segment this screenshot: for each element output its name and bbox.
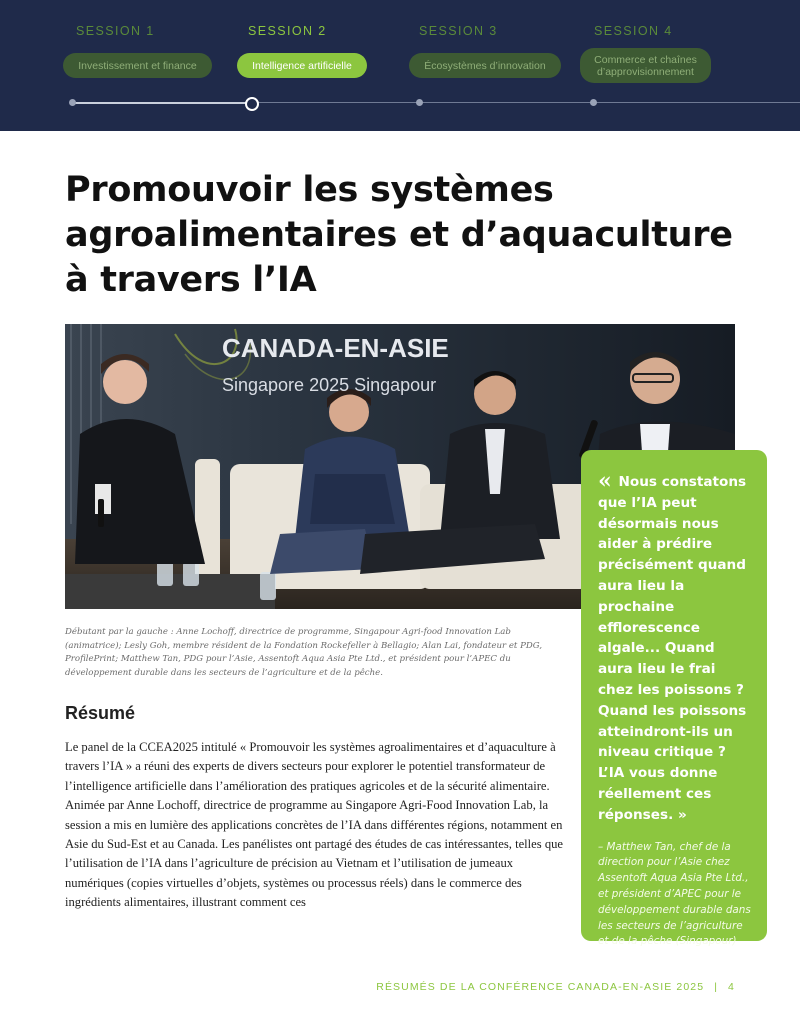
session-1-label: SESSION 1: [76, 24, 155, 38]
photo-caption: Débutant par la gauche : Anne Lochoff, directrice de programme, Singapour Agri-food Innovation Lab (animatrice); Lesly Goh, membre résident de la Fondation Rockefeller à Bellagio; Alan Lai, fondateur et PDG, ProfilePrint; Matthew Tan, PDG pour l’Asie, Assentoft Aqua Asia Pte Ltd., et président pour l’APEC du développement durable dans les secteurs de l’agriculture et de la pêche.: [65, 627, 543, 678]
quote-mark-icon: «: [598, 468, 612, 494]
footer-separator: |: [714, 981, 719, 993]
backdrop-subtitle: Singapore 2025 Singapour: [222, 375, 437, 395]
page-number: 4: [728, 981, 735, 993]
session-2-pill[interactable]: Intelligence artificielle: [237, 53, 367, 78]
progress-dot-session-2-current[interactable]: [245, 97, 259, 111]
session-navigation-bar: [0, 0, 800, 131]
progress-dot-session-3[interactable]: [416, 99, 423, 106]
session-1-pill[interactable]: Investissement et finance: [63, 53, 212, 78]
page-footer: [376, 981, 735, 993]
session-3-pill[interactable]: Écosystèmes d’innovation: [409, 53, 561, 78]
progress-dot-session-4[interactable]: [590, 99, 597, 106]
session-4-label: SESSION 4: [594, 24, 673, 38]
pull-quote-box: [581, 450, 767, 948]
summary-heading: Résumé: [65, 703, 136, 723]
summary-body: Le panel de la CCEA2025 intitulé « Promouvoir les systèmes agroalimentaires et d’aquaculture à travers l’IA » a réuni des experts de divers secteurs pour explorer le potentiel transformateur de l’intelligence artificielle dans l’amélioration des pratiques agricoles et de la sécurité alimentaire. Animée par Anne Lochoff, directrice de programme au Singapore Agri-Food Innovation Lab, la session a mis en lumière des applications concrètes de l’IA dans différentes régions, notamment en Asie du Sud-Est et au Canada. Les panélistes ont partagé des études de cas intéressantes, telles que l’utilisation de l’IA dans l’agriculture de précision au Vietnam et l’utilisation de jumeaux numériques (copies virtuelles d’objets, systèmes ou processus réels) dans le commerce des ingrédients alimentaires, illustrant comment ces: [65, 740, 564, 910]
pull-quote-attribution: – Matthew Tan, chef de la direction pour l’Asie chez Assentoft Aqua Asia Pte Ltd., et président d’APEC pour le développement durable dans les secteurs de l’agriculture et de la pêche (Singapour): [598, 840, 751, 948]
progress-dot-session-1[interactable]: [69, 99, 76, 106]
page-title: Promouvoir les systèmes agroalimentaires et d’aquaculture à travers l’IA: [65, 170, 733, 300]
progress-track-fill: [72, 102, 252, 104]
backdrop-title: CANADA-EN-ASIE: [222, 333, 449, 363]
session-3-label: SESSION 3: [419, 24, 498, 38]
session-4-pill[interactable]: Commerce et chaînes d’approvisionnement: [580, 48, 711, 83]
pull-quote: [598, 468, 751, 826]
session-2-label: SESSION 2: [248, 24, 327, 38]
pull-quote-text: Nous constatons que l’IA peut désormais nous aider à prédire précisément quand aura lieu la prochaine efflorescence algale... Quand aura lieu le frai chez les poissons ? Quand les poissons atteindront-ils un niveau critique ? L’IA vous donne réellement ces réponses. »: [598, 474, 747, 823]
footer-title: RÉSUMÉS DE LA CONFÉRENCE CANADA-EN-ASIE 2025: [376, 981, 705, 993]
